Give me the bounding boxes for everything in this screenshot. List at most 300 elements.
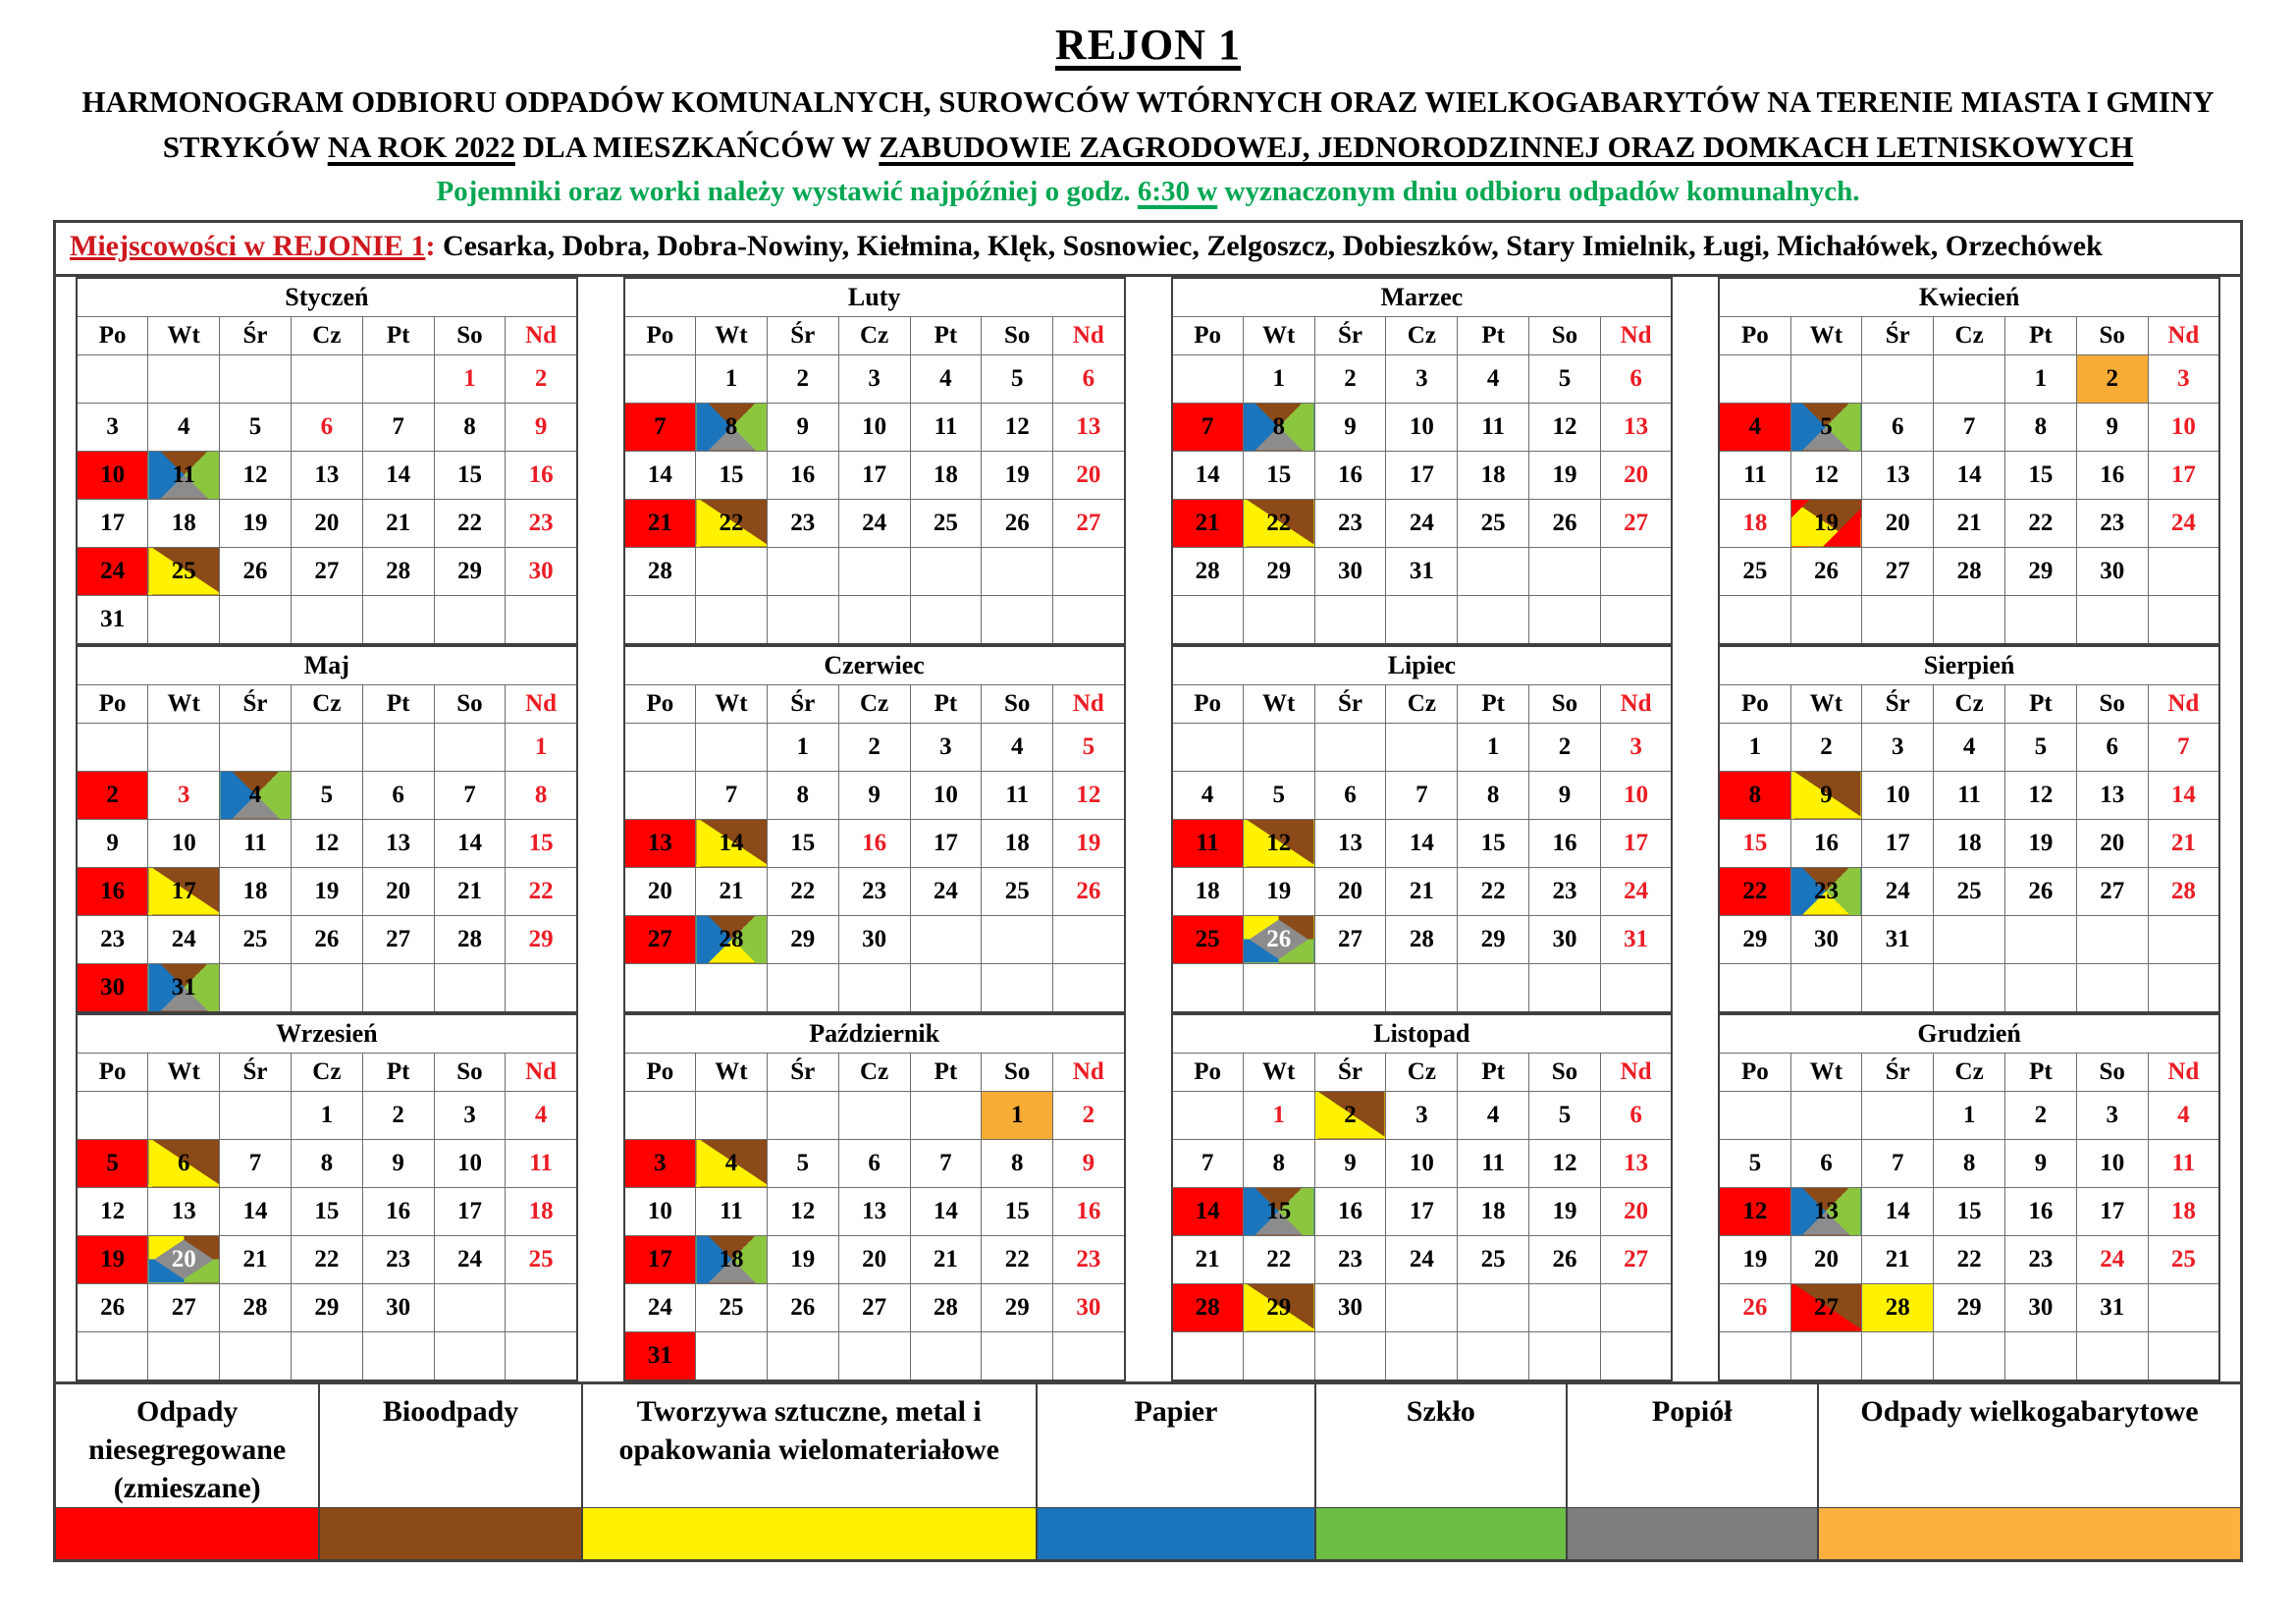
month-table-grudzień xyxy=(1718,1013,2220,1381)
day-header-cz: Cz xyxy=(1934,684,2005,723)
day-cell xyxy=(2076,1283,2148,1331)
day-cell-empty xyxy=(1458,1283,1529,1331)
day-number: 23 xyxy=(862,877,887,904)
day-number: 27 xyxy=(386,925,411,952)
day-cell xyxy=(1053,1235,1125,1283)
day-cell xyxy=(434,867,506,915)
day-number: 8 xyxy=(1272,1149,1285,1176)
day-number: 11 xyxy=(172,460,196,488)
day-cell xyxy=(624,915,696,963)
day-cell xyxy=(1172,451,1244,499)
day-number: 21 xyxy=(1195,509,1220,536)
day-header-po: Po xyxy=(1719,1053,1790,1091)
day-number: 25 xyxy=(1004,877,1030,904)
day-cell xyxy=(838,1283,910,1331)
day-cell-empty xyxy=(910,1091,982,1139)
day-cell xyxy=(362,867,434,915)
month-title: Wrzesień xyxy=(77,1014,577,1054)
day-number: 27 xyxy=(314,557,340,584)
day-header-pt: Pt xyxy=(362,684,434,723)
day-cell xyxy=(1386,867,1458,915)
day-header-po: Po xyxy=(77,316,148,354)
day-number: 9 xyxy=(868,781,881,808)
day-cell-empty xyxy=(767,595,838,644)
day-cell xyxy=(362,771,434,819)
day-number: 1 xyxy=(2034,364,2048,392)
day-header-so: So xyxy=(2076,684,2148,723)
day-cell xyxy=(982,1283,1053,1331)
day-cell-empty xyxy=(624,723,696,771)
day-cell xyxy=(2076,771,2148,819)
day-cell xyxy=(2005,723,2077,771)
day-cell xyxy=(624,547,696,595)
day-cell-empty xyxy=(1719,963,1790,1012)
day-header-so: So xyxy=(434,1053,506,1091)
day-cell-empty xyxy=(362,354,434,403)
month-table-październik xyxy=(623,1013,1126,1381)
day-number: 7 xyxy=(1962,412,1976,440)
day-number: 4 xyxy=(534,1101,548,1128)
day-cell xyxy=(1053,771,1125,819)
day-cell-empty xyxy=(910,915,982,963)
day-cell xyxy=(1719,867,1790,915)
day-number: 26 xyxy=(1813,557,1839,584)
day-number: 2 xyxy=(1344,364,1357,392)
day-number: 30 xyxy=(1076,1293,1101,1321)
day-number: 9 xyxy=(1558,781,1572,808)
day-cell xyxy=(1172,1139,1244,1187)
day-cell xyxy=(1314,1235,1386,1283)
day-cell xyxy=(767,1283,838,1331)
day-cell-empty xyxy=(148,595,220,644)
day-number: 15 xyxy=(314,1197,340,1224)
day-cell xyxy=(982,1139,1053,1187)
day-cell-empty xyxy=(910,595,982,644)
day-cell xyxy=(1243,354,1314,403)
day-cell-empty xyxy=(2076,595,2148,644)
day-number: 23 xyxy=(2100,509,2125,536)
day-cell xyxy=(2076,867,2148,915)
day-number: 2 xyxy=(1558,732,1572,760)
day-cell xyxy=(2076,354,2148,403)
day-cell xyxy=(77,595,148,644)
day-cell-empty xyxy=(1529,1331,1601,1380)
day-cell xyxy=(291,451,362,499)
day-number: 2 xyxy=(106,781,119,808)
day-cell xyxy=(1172,771,1244,819)
day-cell xyxy=(2148,354,2219,403)
day-cell xyxy=(148,819,220,867)
day-number: 4 xyxy=(1201,781,1214,808)
day-header-po: Po xyxy=(77,684,148,723)
day-cell xyxy=(1934,819,2005,867)
day-cell xyxy=(148,867,220,915)
day-number: 29 xyxy=(1004,1293,1030,1321)
day-cell xyxy=(1600,867,1672,915)
day-number: 15 xyxy=(1480,829,1506,856)
day-header-nd: Nd xyxy=(1053,1053,1125,1091)
day-cell xyxy=(1458,403,1529,451)
day-cell xyxy=(624,1331,696,1380)
day-number: 13 xyxy=(2100,781,2125,808)
day-cell xyxy=(1172,915,1244,963)
day-number: 29 xyxy=(790,925,816,952)
day-number: 23 xyxy=(386,1245,411,1272)
day-cell xyxy=(362,1235,434,1283)
day-number: 1 xyxy=(1748,732,1762,760)
day-cell xyxy=(2005,451,2077,499)
day-number: 14 xyxy=(933,1197,958,1224)
day-cell xyxy=(1600,1187,1672,1235)
day-cell xyxy=(434,819,506,867)
day-cell xyxy=(1053,1139,1125,1187)
day-cell xyxy=(1386,403,1458,451)
day-cell xyxy=(220,403,292,451)
day-cell xyxy=(982,771,1053,819)
day-number: 15 xyxy=(1266,1197,1292,1224)
day-header-śr: Śr xyxy=(1314,684,1386,723)
day-number: 27 xyxy=(862,1293,887,1321)
day-cell xyxy=(1314,867,1386,915)
day-cell xyxy=(506,867,577,915)
day-cell xyxy=(2148,819,2219,867)
day-cell xyxy=(1934,451,2005,499)
day-header-wt: Wt xyxy=(1790,1053,1862,1091)
day-header-so: So xyxy=(1529,316,1601,354)
day-cell xyxy=(1934,723,2005,771)
day-number: 27 xyxy=(1624,1245,1649,1272)
day-cell xyxy=(2076,1235,2148,1283)
day-cell xyxy=(2005,1139,2077,1187)
day-cell xyxy=(506,915,577,963)
day-cell-empty xyxy=(1862,963,1934,1012)
day-cell xyxy=(77,1283,148,1331)
day-number: 28 xyxy=(242,1293,268,1321)
day-cell-empty xyxy=(1719,595,1790,644)
day-number: 21 xyxy=(1409,877,1434,904)
day-cell xyxy=(696,499,768,547)
day-cell xyxy=(1172,1187,1244,1235)
day-cell xyxy=(1053,1091,1125,1139)
day-cell-empty xyxy=(220,1331,292,1380)
day-cell xyxy=(77,403,148,451)
day-cell xyxy=(291,1283,362,1331)
day-cell xyxy=(1862,499,1934,547)
day-cell-empty xyxy=(982,595,1053,644)
day-cell xyxy=(982,499,1053,547)
day-number: 6 xyxy=(1629,1101,1642,1128)
day-number: 27 xyxy=(1076,509,1101,536)
day-cell xyxy=(1458,915,1529,963)
day-cell xyxy=(982,1235,1053,1283)
day-cell xyxy=(434,1139,506,1187)
day-cell-empty xyxy=(220,723,292,771)
day-header-cz: Cz xyxy=(1386,1053,1458,1091)
month-table-styczeń xyxy=(76,277,578,645)
legend-colors xyxy=(56,1507,2240,1559)
day-cell xyxy=(1243,451,1314,499)
day-header-śr: Śr xyxy=(1314,316,1386,354)
legend-labels xyxy=(56,1381,2240,1507)
day-cell xyxy=(1386,819,1458,867)
day-header-śr: Śr xyxy=(767,684,838,723)
day-number: 18 xyxy=(2170,1197,2196,1224)
day-cell xyxy=(220,915,292,963)
day-number: 10 xyxy=(100,460,126,488)
day-header-wt: Wt xyxy=(1790,316,1862,354)
day-number: 6 xyxy=(1820,1149,1833,1176)
month-title: Styczeń xyxy=(77,278,577,317)
day-cell xyxy=(1719,723,1790,771)
day-cell xyxy=(1790,1139,1862,1187)
day-number: 24 xyxy=(862,509,887,536)
day-number: 29 xyxy=(1480,925,1506,952)
day-number: 9 xyxy=(1082,1149,1095,1176)
day-header-pt: Pt xyxy=(910,316,982,354)
day-cell-empty xyxy=(362,595,434,644)
day-cell xyxy=(1529,723,1601,771)
day-number: 24 xyxy=(1409,1245,1434,1272)
day-number: 3 xyxy=(1415,1101,1428,1128)
day-number: 19 xyxy=(100,1245,126,1272)
day-cell xyxy=(220,1283,292,1331)
day-cell-empty xyxy=(1600,595,1672,644)
day-header-po: Po xyxy=(1719,316,1790,354)
day-number: 26 xyxy=(314,925,340,952)
day-number: 30 xyxy=(1338,557,1363,584)
day-number: 13 xyxy=(1076,412,1101,440)
day-cell-empty xyxy=(910,1331,982,1380)
day-number: 2 xyxy=(1082,1101,1095,1128)
region-towns-list: Cesarka, Dobra, Dobra-Nowiny, Kiełmina, Klęk, Sosnowiec, Zelgoszcz, Dobieszków, Stary Imielnik, Ługi, Michałówek, Orzechówek xyxy=(442,229,2103,262)
day-number: 16 xyxy=(790,460,816,488)
day-cell-empty xyxy=(1862,1331,1934,1380)
month-title: Lipiec xyxy=(1172,646,1673,685)
month-title: Kwiecień xyxy=(1719,278,2219,317)
day-number: 14 xyxy=(386,460,411,488)
day-cell xyxy=(1386,451,1458,499)
day-cell xyxy=(1053,451,1125,499)
day-number: 26 xyxy=(242,557,268,584)
day-number: 9 xyxy=(1820,781,1833,808)
day-cell xyxy=(1600,1091,1672,1139)
day-cell-empty xyxy=(77,1091,148,1139)
day-number: 4 xyxy=(1748,412,1762,440)
day-number: 18 xyxy=(242,877,268,904)
day-cell xyxy=(1600,819,1672,867)
day-number: 12 xyxy=(1552,412,1577,440)
day-header-po: Po xyxy=(77,1053,148,1091)
day-header-cz: Cz xyxy=(291,1053,362,1091)
day-header-so: So xyxy=(2076,316,2148,354)
day-cell xyxy=(148,1283,220,1331)
day-cell-empty xyxy=(624,595,696,644)
day-cell xyxy=(77,1187,148,1235)
day-cell xyxy=(696,354,768,403)
day-cell xyxy=(1934,1187,2005,1235)
day-number: 10 xyxy=(1624,781,1649,808)
day-number: 2 xyxy=(1820,732,1833,760)
day-cell xyxy=(624,1187,696,1235)
day-cell xyxy=(362,1091,434,1139)
day-number: 7 xyxy=(654,412,667,440)
day-number: 6 xyxy=(392,781,404,808)
day-number: 19 xyxy=(1076,829,1101,856)
day-number: 14 xyxy=(1195,460,1220,488)
month-table-kwiecień xyxy=(1718,277,2220,645)
day-cell xyxy=(1862,451,1934,499)
day-number: 28 xyxy=(456,925,482,952)
day-header-pt: Pt xyxy=(2005,684,2077,723)
day-number: 19 xyxy=(314,877,340,904)
day-header-so: So xyxy=(434,684,506,723)
day-cell xyxy=(1719,1283,1790,1331)
day-cell xyxy=(434,771,506,819)
day-header-wt: Wt xyxy=(1243,684,1314,723)
day-number: 21 xyxy=(1885,1245,1910,1272)
day-cell xyxy=(1458,771,1529,819)
region-colon: : xyxy=(425,229,443,262)
day-cell xyxy=(1862,915,1934,963)
day-cell xyxy=(838,771,910,819)
day-number: 28 xyxy=(1195,1293,1220,1321)
day-cell xyxy=(362,451,434,499)
day-cell xyxy=(838,1187,910,1235)
day-cell xyxy=(220,451,292,499)
day-cell-empty xyxy=(1386,595,1458,644)
day-number: 5 xyxy=(1558,1101,1572,1128)
day-cell xyxy=(2148,499,2219,547)
day-cell-empty xyxy=(220,354,292,403)
day-cell xyxy=(1386,1139,1458,1187)
day-number: 12 xyxy=(2028,781,2054,808)
day-cell xyxy=(1719,1235,1790,1283)
day-cell xyxy=(148,771,220,819)
day-header-cz: Cz xyxy=(838,684,910,723)
day-cell xyxy=(1719,451,1790,499)
day-cell xyxy=(77,499,148,547)
day-cell xyxy=(2148,1235,2219,1283)
day-cell xyxy=(767,723,838,771)
day-number: 3 xyxy=(177,781,190,808)
day-number: 12 xyxy=(1552,1149,1577,1176)
day-number: 4 xyxy=(1486,1101,1500,1128)
day-number: 23 xyxy=(1813,877,1839,904)
day-number: 7 xyxy=(1201,412,1214,440)
day-cell xyxy=(1458,1139,1529,1187)
day-number: 3 xyxy=(106,412,119,440)
day-header-so: So xyxy=(982,316,1053,354)
day-number: 25 xyxy=(1956,877,1982,904)
day-number: 5 xyxy=(248,412,262,440)
day-number: 7 xyxy=(939,1149,952,1176)
day-number: 22 xyxy=(1742,877,1768,904)
day-number: 14 xyxy=(719,829,744,856)
day-cell-empty xyxy=(1719,354,1790,403)
day-number: 4 xyxy=(248,781,262,808)
day-cell xyxy=(1529,354,1601,403)
day-cell-empty xyxy=(1790,963,1862,1012)
day-cell xyxy=(1719,403,1790,451)
day-number: 11 xyxy=(1481,412,1505,440)
day-number: 22 xyxy=(1266,509,1292,536)
day-cell-empty xyxy=(1790,1331,1862,1380)
day-cell xyxy=(767,1139,838,1187)
day-number: 22 xyxy=(1266,1245,1292,1272)
day-header-nd: Nd xyxy=(2148,316,2219,354)
day-cell-empty xyxy=(434,1283,506,1331)
day-number: 29 xyxy=(528,925,554,952)
day-header-wt: Wt xyxy=(148,316,220,354)
day-cell-empty xyxy=(2005,915,2077,963)
day-number: 26 xyxy=(1266,925,1292,952)
day-cell xyxy=(1243,499,1314,547)
day-number: 3 xyxy=(1892,732,1904,760)
day-number: 9 xyxy=(2106,412,2118,440)
calendar-sheet xyxy=(53,220,2243,1562)
day-cell xyxy=(1719,915,1790,963)
day-cell xyxy=(1862,1283,1934,1331)
day-cell xyxy=(1600,354,1672,403)
day-number: 19 xyxy=(1552,1197,1577,1224)
day-cell xyxy=(1719,819,1790,867)
day-cell-empty xyxy=(1458,1331,1529,1380)
day-cell-empty xyxy=(696,547,768,595)
day-number: 7 xyxy=(724,781,738,808)
day-number: 23 xyxy=(1552,877,1577,904)
day-number: 3 xyxy=(2106,1101,2118,1128)
day-cell-empty xyxy=(2148,1283,2219,1331)
subtitle-line2-pre: STRYKÓW xyxy=(162,129,328,164)
day-cell xyxy=(2005,354,2077,403)
day-cell-empty xyxy=(220,1091,292,1139)
day-cell xyxy=(2005,1283,2077,1331)
day-number: 11 xyxy=(1196,829,1219,856)
day-cell xyxy=(767,867,838,915)
day-number: 12 xyxy=(314,829,340,856)
day-cell xyxy=(1529,1187,1601,1235)
day-cell xyxy=(1862,1139,1934,1187)
day-cell-empty xyxy=(767,1331,838,1380)
day-header-po: Po xyxy=(1172,684,1244,723)
day-header-śr: Śr xyxy=(1314,1053,1386,1091)
month-title: Luty xyxy=(624,278,1125,317)
legend-label-1: Bioodpady xyxy=(320,1384,582,1507)
day-cell xyxy=(220,867,292,915)
day-cell xyxy=(1600,723,1672,771)
day-number: 8 xyxy=(320,1149,334,1176)
legend-swatch-3 xyxy=(1038,1508,1316,1559)
day-cell xyxy=(506,723,577,771)
day-cell-empty xyxy=(434,723,506,771)
day-header-śr: Śr xyxy=(220,684,292,723)
day-cell xyxy=(982,403,1053,451)
day-number: 3 xyxy=(2177,364,2190,392)
day-cell xyxy=(767,771,838,819)
day-cell xyxy=(1314,1187,1386,1235)
legend-swatch-2 xyxy=(583,1508,1038,1559)
day-cell xyxy=(291,867,362,915)
day-cell xyxy=(1600,771,1672,819)
day-cell xyxy=(1934,1091,2005,1139)
legend-label-4: Szkło xyxy=(1316,1384,1567,1507)
day-cell xyxy=(506,1235,577,1283)
day-cell-empty xyxy=(1458,547,1529,595)
day-number: 20 xyxy=(647,877,672,904)
day-cell xyxy=(1243,1187,1314,1235)
day-number: 5 xyxy=(1748,1149,1762,1176)
day-header-cz: Cz xyxy=(1386,684,1458,723)
